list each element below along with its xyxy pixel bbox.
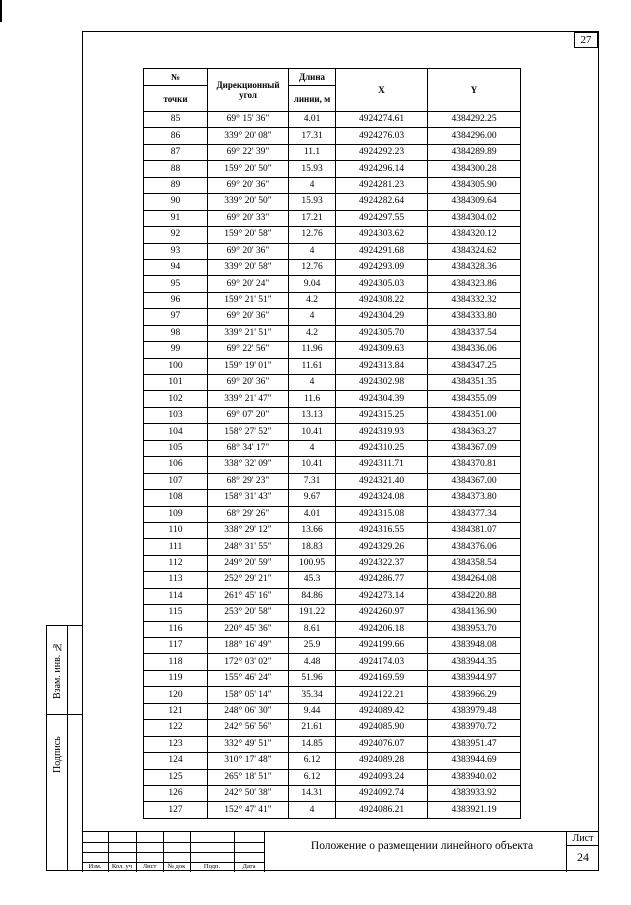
cell-y: 4383970.72 — [428, 720, 521, 736]
cell-direction: 152° 47' 41" — [208, 802, 289, 818]
cell-y: 4384377.34 — [428, 506, 521, 522]
cell-point-no: 108 — [144, 490, 208, 506]
cell-length: 10.41 — [289, 457, 336, 473]
cell-direction: 339° 20' 58" — [208, 259, 289, 275]
cell-y: 4384381.07 — [428, 522, 521, 538]
cell-length: 12.76 — [289, 227, 336, 243]
cell-point-no: 96 — [144, 292, 208, 308]
cell-length: 100.95 — [289, 555, 336, 571]
cell-point-no: 92 — [144, 227, 208, 243]
table-row — [144, 638, 521, 654]
table-row — [144, 292, 521, 308]
cell-y: 4383948.08 — [428, 638, 521, 654]
cell-direction: 339° 21' 47" — [208, 391, 289, 407]
cell-direction: 68° 29' 26" — [208, 506, 289, 522]
cell-length: 12.76 — [289, 259, 336, 275]
cell-x: 4924086.21 — [336, 802, 428, 818]
cell-y: 4384373.80 — [428, 490, 521, 506]
cell-x: 4924282.64 — [336, 194, 428, 210]
cell-x: 4924321.40 — [336, 473, 428, 489]
cell-y: 4384296.00 — [428, 128, 521, 144]
cell-direction: 158° 31' 43" — [208, 490, 289, 506]
cell-x: 4924296.14 — [336, 161, 428, 177]
header-point-no: № — [144, 69, 208, 86]
cell-point-no: 103 — [144, 407, 208, 423]
cell-length: 17.21 — [289, 210, 336, 226]
cell-y: 4384358.54 — [428, 555, 521, 571]
cell-length: 51.96 — [289, 670, 336, 686]
cell-point-no: 121 — [144, 703, 208, 719]
cell-point-no: 122 — [144, 720, 208, 736]
cell-point-no: 100 — [144, 358, 208, 374]
cell-point-no: 126 — [144, 785, 208, 801]
coordinates-table — [143, 68, 521, 819]
table-row — [144, 703, 521, 719]
cell-length: 4 — [289, 243, 336, 259]
cell-direction: 69° 22' 39" — [208, 144, 289, 160]
cell-direction: 339° 21' 51" — [208, 325, 289, 341]
table-row — [144, 128, 521, 144]
cell-length: 6.12 — [289, 753, 336, 769]
cell-length: 18.83 — [289, 539, 336, 555]
table-row — [144, 424, 521, 440]
cell-point-no: 91 — [144, 210, 208, 226]
cell-x: 4924291.68 — [336, 243, 428, 259]
cell-length: 11.1 — [289, 144, 336, 160]
page-number: 27 — [574, 32, 598, 48]
table-row — [144, 276, 521, 292]
cell-x: 4924319.93 — [336, 424, 428, 440]
sheet-label: Лист — [572, 833, 594, 844]
header-direction: Дирекционный угол — [208, 69, 289, 112]
cell-length: 4.2 — [289, 292, 336, 308]
header-x: X — [336, 69, 428, 112]
cell-length: 4.2 — [289, 325, 336, 341]
table-row — [144, 112, 521, 128]
cell-y: 4384304.02 — [428, 210, 521, 226]
cell-direction: 69° 20' 36" — [208, 177, 289, 193]
revision-col-label: Подп. — [203, 863, 221, 870]
cell-point-no: 107 — [144, 473, 208, 489]
cell-length: 15.93 — [289, 161, 336, 177]
cell-x: 4924305.03 — [336, 276, 428, 292]
cell-x: 4924169.59 — [336, 670, 428, 686]
cell-direction: 338° 29' 12" — [208, 522, 289, 538]
cell-point-no: 90 — [144, 194, 208, 210]
cell-x: 4924089.42 — [336, 703, 428, 719]
cell-direction: 252° 29' 21" — [208, 572, 289, 588]
cell-length: 4 — [289, 802, 336, 818]
cell-length: 4.01 — [289, 506, 336, 522]
cell-direction: 242° 56' 56" — [208, 720, 289, 736]
cell-length: 21.61 — [289, 720, 336, 736]
side-stamp-vzam: Взам. инв. № — [52, 641, 63, 699]
cell-length: 4 — [289, 440, 336, 456]
cell-x: 4924297.55 — [336, 210, 428, 226]
cell-x: 4924322.37 — [336, 555, 428, 571]
cell-point-no: 124 — [144, 753, 208, 769]
cell-point-no: 112 — [144, 555, 208, 571]
cell-x: 4924276.03 — [336, 128, 428, 144]
cell-x: 4924315.08 — [336, 506, 428, 522]
cell-length: 9.44 — [289, 703, 336, 719]
cell-point-no: 85 — [144, 112, 208, 128]
cell-x: 4924303.62 — [336, 227, 428, 243]
cell-y: 4383933.92 — [428, 785, 521, 801]
cell-direction: 68° 34' 17" — [208, 440, 289, 456]
cell-y: 4384305.90 — [428, 177, 521, 193]
table-row — [144, 539, 521, 555]
cell-point-no: 101 — [144, 375, 208, 391]
table-row — [144, 194, 521, 210]
cell-length: 25.9 — [289, 638, 336, 654]
cell-point-no: 94 — [144, 259, 208, 275]
cell-point-no: 125 — [144, 769, 208, 785]
table-row — [144, 309, 521, 325]
table-row — [144, 210, 521, 226]
table-row — [144, 555, 521, 571]
cell-y: 4384333.80 — [428, 309, 521, 325]
cell-direction: 158° 27' 52" — [208, 424, 289, 440]
cell-y: 4384292.25 — [428, 112, 521, 128]
cell-y: 4384220.88 — [428, 588, 521, 604]
cell-x: 4924305.70 — [336, 325, 428, 341]
cell-length: 11.96 — [289, 342, 336, 358]
cell-y: 4384289.89 — [428, 144, 521, 160]
cell-x: 4924286.77 — [336, 572, 428, 588]
cell-y: 4384370.81 — [428, 457, 521, 473]
cell-y: 4384363.27 — [428, 424, 521, 440]
cell-point-no: 110 — [144, 522, 208, 538]
cell-point-no: 111 — [144, 539, 208, 555]
cell-direction: 249° 20' 59" — [208, 555, 289, 571]
header-y: Y — [428, 69, 521, 112]
table-row — [144, 720, 521, 736]
cell-x: 4924311.71 — [336, 457, 428, 473]
cell-x: 4924310.25 — [336, 440, 428, 456]
cell-x: 4924315.25 — [336, 407, 428, 423]
cell-y: 4384367.09 — [428, 440, 521, 456]
cell-y: 4384351.35 — [428, 375, 521, 391]
cell-direction: 69° 20' 36" — [208, 309, 289, 325]
cell-point-no: 113 — [144, 572, 208, 588]
table-row — [144, 177, 521, 193]
cell-length: 4 — [289, 177, 336, 193]
table-row — [144, 769, 521, 785]
table-row — [144, 654, 521, 670]
cell-x: 4924089.28 — [336, 753, 428, 769]
cell-length: 8.61 — [289, 621, 336, 637]
table-row — [144, 490, 521, 506]
cell-direction: 338° 32' 09" — [208, 457, 289, 473]
cell-y: 4383944.97 — [428, 670, 521, 686]
cell-direction: 68° 29' 23" — [208, 473, 289, 489]
cell-y: 4384309.64 — [428, 194, 521, 210]
cell-direction: 69° 20' 24" — [208, 276, 289, 292]
cell-x: 4924092.74 — [336, 785, 428, 801]
cell-y: 4383951.47 — [428, 736, 521, 752]
cell-y: 4383940.02 — [428, 769, 521, 785]
table-row — [144, 391, 521, 407]
table-row — [144, 259, 521, 275]
cell-length: 4 — [289, 309, 336, 325]
table-row — [144, 144, 521, 160]
cell-point-no: 123 — [144, 736, 208, 752]
cell-direction: 242° 50' 38" — [208, 785, 289, 801]
table-row — [144, 506, 521, 522]
cell-x: 4924260.97 — [336, 605, 428, 621]
cell-direction: 172° 03' 02" — [208, 654, 289, 670]
cell-y: 4383944.35 — [428, 654, 521, 670]
cell-point-no: 88 — [144, 161, 208, 177]
cell-length: 11.61 — [289, 358, 336, 374]
cell-x: 4924309.63 — [336, 342, 428, 358]
cell-length: 191.22 — [289, 605, 336, 621]
table-row — [144, 802, 521, 818]
cell-x: 4924122.21 — [336, 687, 428, 703]
cell-point-no: 99 — [144, 342, 208, 358]
cell-length: 17.31 — [289, 128, 336, 144]
cell-point-no: 98 — [144, 325, 208, 341]
table-row — [144, 375, 521, 391]
revision-col-label: Дата — [242, 863, 256, 870]
cell-direction: 69° 20' 36" — [208, 375, 289, 391]
cell-length: 13.66 — [289, 522, 336, 538]
cell-x: 4924174.03 — [336, 654, 428, 670]
cell-direction: 69° 07' 20" — [208, 407, 289, 423]
cell-direction: 339° 20' 50" — [208, 194, 289, 210]
table-row — [144, 522, 521, 538]
table-row — [144, 227, 521, 243]
cell-direction: 188° 16' 49" — [208, 638, 289, 654]
table-row — [144, 161, 521, 177]
cell-point-no: 105 — [144, 440, 208, 456]
cell-x: 4924199.66 — [336, 638, 428, 654]
cell-point-no: 115 — [144, 605, 208, 621]
cell-y: 4384347.25 — [428, 358, 521, 374]
document-title: Положение о размещении линейного объекта — [310, 840, 534, 852]
cell-length: 4.01 — [289, 112, 336, 128]
table-row — [144, 621, 521, 637]
cell-point-no: 119 — [144, 670, 208, 686]
cell-y: 4384323.86 — [428, 276, 521, 292]
cell-point-no: 117 — [144, 638, 208, 654]
cell-direction: 69° 20' 33" — [208, 210, 289, 226]
cell-y: 4384351.00 — [428, 407, 521, 423]
cell-y: 4384355.09 — [428, 391, 521, 407]
cell-y: 4384300.28 — [428, 161, 521, 177]
cell-length: 14.31 — [289, 785, 336, 801]
table-row — [144, 605, 521, 621]
cell-direction: 159° 21' 51" — [208, 292, 289, 308]
cell-y: 4384324.62 — [428, 243, 521, 259]
cell-point-no: 116 — [144, 621, 208, 637]
cell-direction: 69° 15' 36" — [208, 112, 289, 128]
cell-point-no: 114 — [144, 588, 208, 604]
cell-y: 4384328.36 — [428, 259, 521, 275]
cell-length: 45.3 — [289, 572, 336, 588]
cell-point-no: 118 — [144, 654, 208, 670]
cell-y: 4384367.00 — [428, 473, 521, 489]
cell-x: 4924292.23 — [336, 144, 428, 160]
cell-direction: 159° 20' 58" — [208, 227, 289, 243]
edge-mark — [0, 0, 2, 22]
cell-length: 84.86 — [289, 588, 336, 604]
cell-y: 4383944.69 — [428, 753, 521, 769]
cell-x: 4924316.55 — [336, 522, 428, 538]
table-row — [144, 243, 521, 259]
cell-point-no: 86 — [144, 128, 208, 144]
sheet-number: 24 — [577, 850, 589, 864]
table-row — [144, 457, 521, 473]
cell-length: 4 — [289, 375, 336, 391]
cell-length: 7.31 — [289, 473, 336, 489]
cell-point-no: 95 — [144, 276, 208, 292]
cell-x: 4924302.98 — [336, 375, 428, 391]
table-row — [144, 473, 521, 489]
cell-x: 4924293.09 — [336, 259, 428, 275]
table-row — [144, 358, 521, 374]
cell-y: 4384320.12 — [428, 227, 521, 243]
table-row — [144, 687, 521, 703]
table-row — [144, 407, 521, 423]
revision-col-label: Кол. уч — [111, 863, 133, 870]
cell-direction: 332° 49' 51" — [208, 736, 289, 752]
side-stamp-podpis: Подпись — [52, 736, 63, 774]
table-row — [144, 753, 521, 769]
cell-point-no: 106 — [144, 457, 208, 473]
cell-length: 6.12 — [289, 769, 336, 785]
cell-point-no: 102 — [144, 391, 208, 407]
cell-x: 4924093.24 — [336, 769, 428, 785]
cell-length: 10.41 — [289, 424, 336, 440]
cell-x: 4924324.08 — [336, 490, 428, 506]
cell-point-no: 87 — [144, 144, 208, 160]
header-length: Длина — [289, 69, 336, 86]
cell-length: 13.13 — [289, 407, 336, 423]
cell-x: 4924085.90 — [336, 720, 428, 736]
cell-y: 4384332.32 — [428, 292, 521, 308]
cell-direction: 248° 31' 55" — [208, 539, 289, 555]
cell-y: 4384136.90 — [428, 605, 521, 621]
cell-x: 4924308.22 — [336, 292, 428, 308]
table-body — [144, 112, 521, 819]
cell-x: 4924273.14 — [336, 588, 428, 604]
cell-direction: 261° 45' 16" — [208, 588, 289, 604]
cell-x: 4924304.39 — [336, 391, 428, 407]
cell-direction: 265° 18' 51" — [208, 769, 289, 785]
cell-point-no: 109 — [144, 506, 208, 522]
cell-y: 4384376.06 — [428, 539, 521, 555]
cell-length: 4.48 — [289, 654, 336, 670]
cell-point-no: 93 — [144, 243, 208, 259]
cell-point-no: 127 — [144, 802, 208, 818]
cell-x: 4924329.26 — [336, 539, 428, 555]
table-row — [144, 736, 521, 752]
table-row — [144, 588, 521, 604]
cell-length: 14.85 — [289, 736, 336, 752]
cell-x: 4924281.23 — [336, 177, 428, 193]
cell-length: 9.04 — [289, 276, 336, 292]
table-row — [144, 785, 521, 801]
cell-point-no: 120 — [144, 687, 208, 703]
cell-y: 4383921.19 — [428, 802, 521, 818]
cell-direction: 158° 05' 14" — [208, 687, 289, 703]
cell-direction: 220° 45' 36" — [208, 621, 289, 637]
cell-y: 4384264.08 — [428, 572, 521, 588]
cell-x: 4924313.84 — [336, 358, 428, 374]
cell-point-no: 89 — [144, 177, 208, 193]
cell-point-no: 104 — [144, 424, 208, 440]
cell-length: 11.6 — [289, 391, 336, 407]
cell-y: 4384337.54 — [428, 325, 521, 341]
revision-col-label: Лист — [142, 863, 157, 870]
cell-direction: 69° 22' 56" — [208, 342, 289, 358]
table-row — [144, 670, 521, 686]
cell-direction: 253° 20' 58" — [208, 605, 289, 621]
cell-y: 4383953.70 — [428, 621, 521, 637]
cell-direction: 310° 17' 48" — [208, 753, 289, 769]
cell-x: 4924206.18 — [336, 621, 428, 637]
title-block — [82, 831, 599, 872]
cell-direction: 159° 20' 50" — [208, 161, 289, 177]
cell-x: 4924274.61 — [336, 112, 428, 128]
cell-direction: 339° 20' 08" — [208, 128, 289, 144]
cell-y: 4383966.29 — [428, 687, 521, 703]
table-row — [144, 325, 521, 341]
cell-x: 4924076.07 — [336, 736, 428, 752]
cell-point-no: 97 — [144, 309, 208, 325]
cell-direction: 155° 46' 24" — [208, 670, 289, 686]
table-row — [144, 342, 521, 358]
table-row — [144, 440, 521, 456]
table-row — [144, 572, 521, 588]
cell-direction: 69° 20' 36" — [208, 243, 289, 259]
revision-col-label: № док — [167, 863, 186, 870]
cell-direction: 159° 19' 01" — [208, 358, 289, 374]
header-point-label: точки — [144, 86, 208, 112]
revision-col-label: Изм. — [88, 863, 102, 870]
cell-length: 15.93 — [289, 194, 336, 210]
revision-grid — [82, 832, 264, 872]
header-length-unit: линии, м — [289, 86, 336, 112]
cell-length: 35.34 — [289, 687, 336, 703]
cell-y: 4383979.48 — [428, 703, 521, 719]
cell-y: 4384336.06 — [428, 342, 521, 358]
cell-length: 9.67 — [289, 490, 336, 506]
cell-x: 4924304.29 — [336, 309, 428, 325]
cell-direction: 248° 06' 30" — [208, 703, 289, 719]
